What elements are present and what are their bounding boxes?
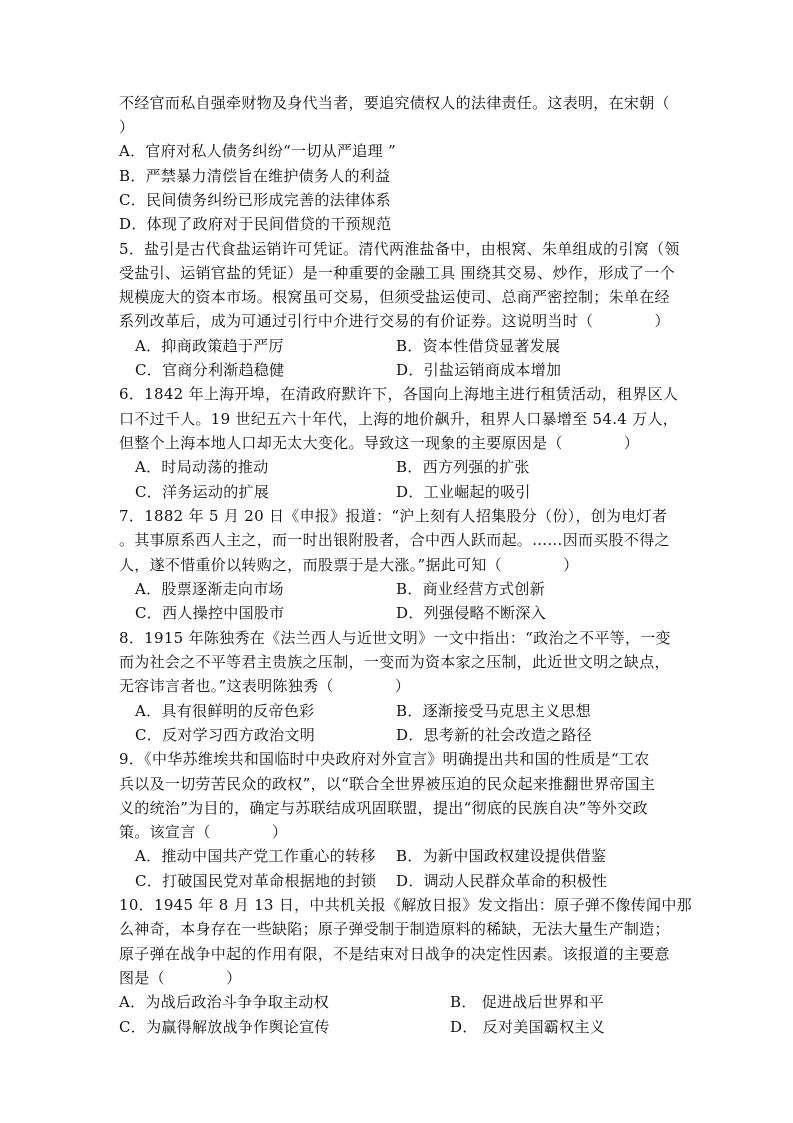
- q9-stem-line-3: 义的统治”为目的，确定与苏联结成巩固联盟，提出“彻底的民族自决”等外交政: [119, 799, 648, 817]
- q4-option-a: A．官府对私人债务纠纷“一切从严追理 ”: [119, 142, 396, 160]
- q10-stem-line-2: 么神奇，本身存在一些缺陷；原子弹受制于制造原料的稀缺，无法大量生产制造；: [119, 920, 670, 938]
- q4-option-c: C．民间债务纠纷已形成完善的法律体系: [119, 191, 391, 209]
- q10-option-a: A．为战后政治斗争争取主动权: [119, 993, 330, 1011]
- q9-stem-line-4: 策。该宣言（ ）: [119, 823, 288, 841]
- q8-stem-line-1: 8．1915 年陈独秀在《法兰西人与近世文明》一文中指出：“政治之不平等，一变: [119, 629, 671, 647]
- q8-option-d: D．思考新的社会改造之路径: [396, 726, 592, 744]
- q7-option-d: D．列强侵略不断深入: [396, 604, 547, 622]
- q8-stem-line-3: 无容讳言者也。”这表明陈独秀（ ）: [119, 677, 411, 695]
- q8-option-b: B．逐渐接受马克思主义思想: [396, 702, 591, 720]
- q10-option-d: D． 反对美国霸权主义: [450, 1018, 606, 1036]
- q4-option-b: B．严禁暴力清偿旨在维护债务人的利益: [119, 167, 391, 185]
- q6-stem-line-3: 但整个上海本地人口却无太大变化。导致这一现象的主要原因是（ ）: [119, 434, 640, 452]
- q10-option-b: B． 促进战后世界和平: [450, 993, 605, 1011]
- q9-option-c: C．打破国民党对革命根据地的封锁: [135, 872, 377, 890]
- q5-stem-line-1: 5．盐引是古代食盐运销许可凭证。清代两淮盐备中，由根窝、朱单组成的引窝（领: [119, 240, 680, 258]
- q7-option-a: A．股票逐渐走向市场: [135, 580, 284, 598]
- q5-option-a: A．抑商政策趋于严厉: [135, 337, 284, 355]
- q5-stem-line-2: 受盐引、运销官盐的凭证）是一种重要的金融工具 围绕其交易、炒作，形成了一个: [119, 264, 675, 282]
- q9-option-d: D．调动人民群众革命的积极性: [396, 872, 608, 890]
- q9-stem-line-2: 兵以及一切劳苦民众的政权”，以“联合全世界被压迫的民众起来推翻世界帝国主: [119, 775, 656, 793]
- q4-stem-line-2: ）: [119, 118, 135, 136]
- q7-option-b: B．商业经营方式创新: [396, 580, 546, 598]
- q10-stem-line-3: 原子弹在战争中起的作用有限，不是结束对日战争的决定性因素。该报道的主要意: [119, 945, 670, 963]
- q6-stem-line-1: 6．1842 年上海开埠，在清政府默许下，各国向上海地主进行租赁活动，租界区人: [119, 385, 679, 403]
- q8-option-a: A．具有很鲜明的反帝色彩: [135, 702, 315, 720]
- q5-option-b: B．资本性借贷显著发展: [396, 337, 561, 355]
- q9-stem-line-1: 9．《中华苏维埃共和国临时中央政府对外宣言》明确提出共和国的性质是“工农: [119, 750, 650, 768]
- q4-stem-line-1: 不经官而私自强牵财物及身代当者，要追究债权人的法律责任。这表明，在宋朝（: [119, 94, 670, 112]
- q8-option-c: C．反对学习西方政治文明: [135, 726, 316, 744]
- q6-option-a: A．时局动荡的推动: [135, 458, 269, 476]
- q6-stem-line-2: 口不过千人。19 世纪五六十年代，上海的地价飙升，租界人口暴增至 54.4 万人，: [119, 410, 679, 428]
- q7-option-c: C．西人操控中国股市: [135, 604, 285, 622]
- q5-stem-line-3: 规模庞大的资本市场。根窝虽可交易，但须受盐运使司、总商严密控制；朱单在经: [119, 288, 670, 306]
- q10-stem-line-4: 图是（ ）: [119, 969, 242, 987]
- q8-stem-line-2: 而为社会之不平等君主贵族之压制，一变而为资本家之压制，此近世文明之缺点，: [119, 653, 670, 671]
- q10-option-c: C．为赢得解放战争作舆论宣传: [119, 1018, 330, 1036]
- q6-option-b: B．西方列强的扩张: [396, 458, 530, 476]
- q5-option-d: D．引盐运销商成本增加: [396, 361, 562, 379]
- q5-stem-line-4: 系列改革后，成为可通过引行中介进行交易的有价证券。这说明当时（ ）: [119, 312, 670, 330]
- q6-option-d: D．工业崛起的吸引: [396, 483, 531, 501]
- q4-option-d: D．体现了政府对于民间借贷的干预规范: [119, 215, 392, 233]
- q10-stem-line-1: 10．1945 年 8 月 13 日，中共机关报《解放日报》发文指出：原子弹不像传闻中那: [119, 896, 692, 914]
- q7-stem-line-2: 。其事原系西人主之，而一时出银附股者，合中西人跃而起。……因而买股不得之: [119, 531, 670, 549]
- q9-option-b: B．为新中国政权建设提供借鉴: [396, 847, 607, 865]
- q7-stem-line-1: 7．1882 年 5 月 20 日《申报》报道：“沪上刻有人招集股分（份），创为电灯者: [119, 507, 668, 525]
- q7-stem-line-3: 人，遂不惜重价以转购之，而股票于是大涨。”据此可知（ ）: [119, 556, 579, 574]
- q5-option-c: C．官商分利渐趋稳健: [135, 361, 285, 379]
- q9-option-a: A．推动中国共产党工作重心的转移: [135, 847, 376, 865]
- q6-option-c: C．洋务运动的扩展: [135, 483, 270, 501]
